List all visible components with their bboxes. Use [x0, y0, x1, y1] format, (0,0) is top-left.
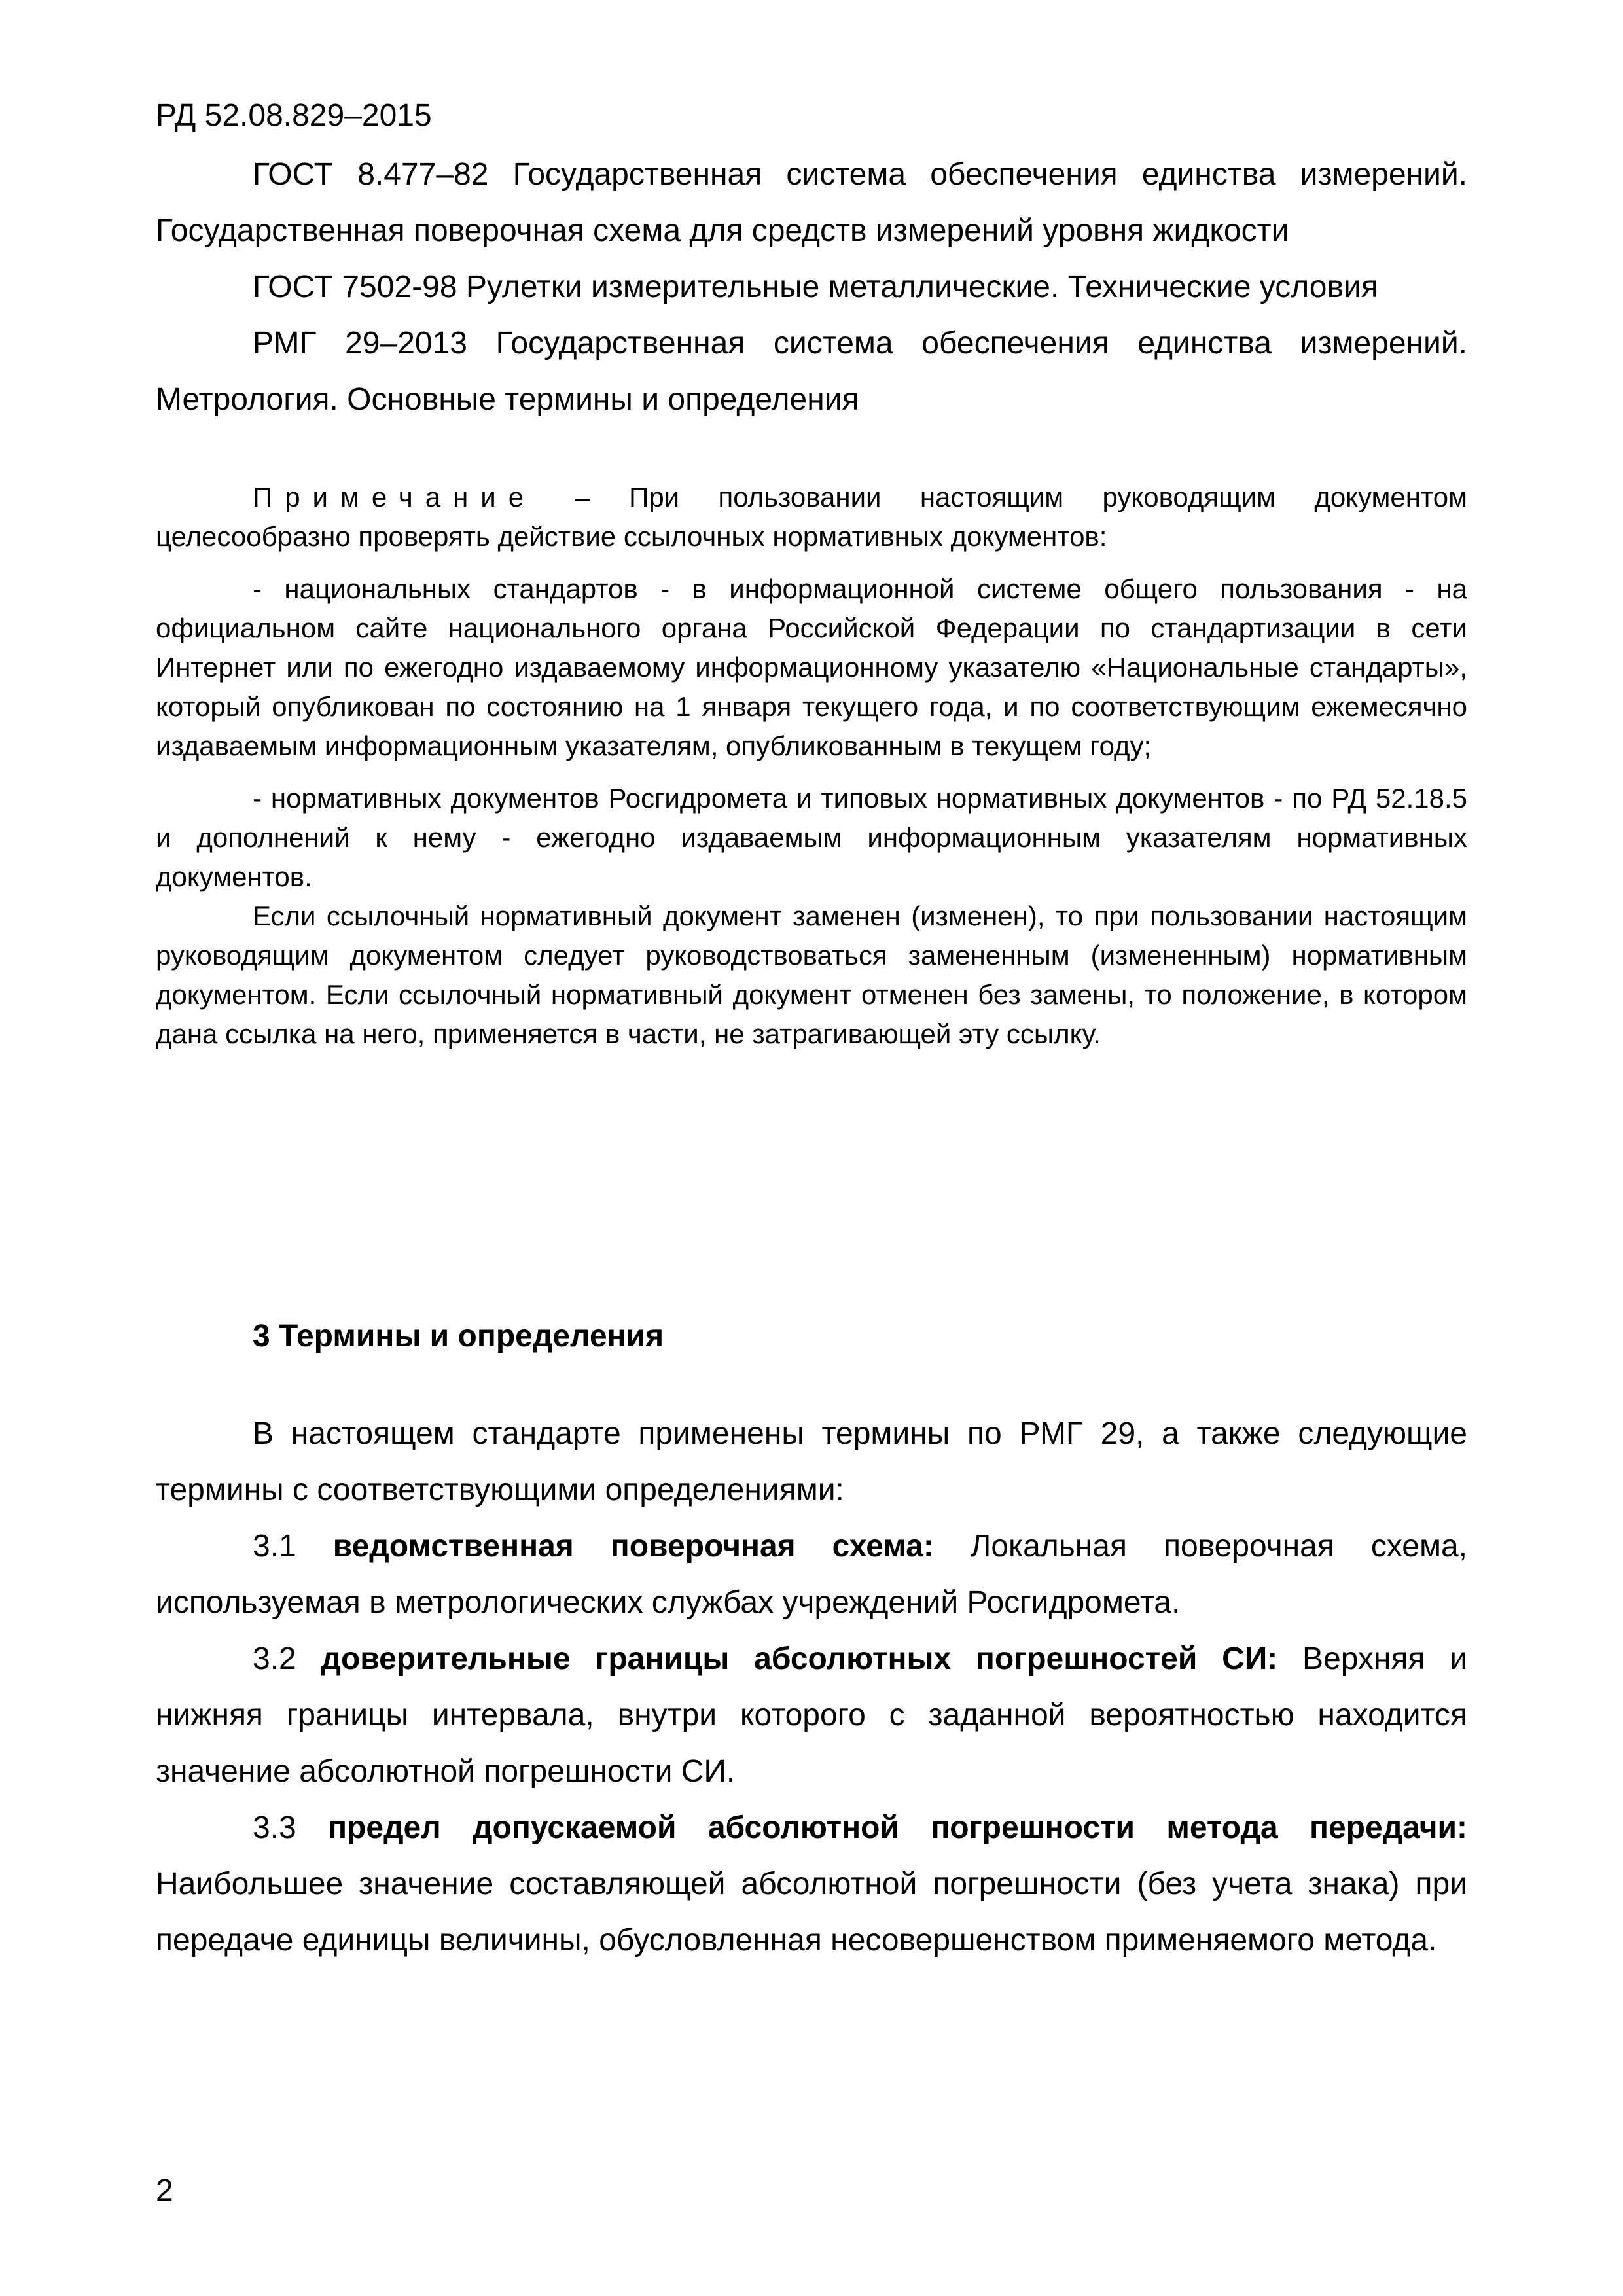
term-text: Локальная поверочная схема, используемая в метрологических службах учреждений Росгидромета. [156, 1529, 1468, 1620]
term-number: 3.2 [253, 1641, 321, 1676]
reference-item: ГОСТ 7502-98 Рулетки измерительные металлические. Технические условия [253, 270, 1378, 304]
term-name: ведомственная поверочная схема: [332, 1529, 934, 1564]
section-title: 3 Термины и определения [253, 1319, 664, 1354]
note-block [156, 478, 1467, 1054]
page-number: 2 [156, 2174, 173, 2208]
term-definition [156, 1800, 1467, 1969]
normative-references [156, 147, 1467, 428]
term-name: предел допускаемой абсолютной погрешности метода передачи: [328, 1810, 1468, 1845]
term-number: 3.3 [253, 1810, 329, 1845]
note-intro-text: – При пользовании настоящим руководящим документом целесообразно проверять действие ссылочных нормативных документов: [156, 482, 1467, 552]
terms-section [156, 1406, 1467, 1969]
document-code: РД 52.08.829–2015 [156, 98, 432, 133]
reference-item: РМГ 29–2013 Государственная система обеспечения единства измерений. Метрология. Основные термины и определения [156, 326, 1467, 417]
term-definition [156, 1631, 1467, 1800]
note-item: - национальных стандартов - в информационной системе общего пользования - на официальном сайте национального органа Российской Федерации по стандартизации в сети Интернет или по ежегодно издаваемому информационному указателю «Национальные стандарты», который опубликован по состоянию на 1 января текущего года, и по соответствующим ежемесячно издаваемым информационным указателям, опубликованным в текущем году; [156, 573, 1467, 761]
note-label: Примечание [253, 482, 537, 512]
term-definition [156, 1518, 1467, 1631]
note-item: - нормативных документов Росгидромета и типовых нормативных документов - по РД 52.18.5 и дополнений к нему - ежегодно издаваемым информационным указателям нормативных документов. [156, 783, 1467, 892]
term-number: 3.1 [253, 1529, 333, 1564]
term-name: доверительные границы абсолютных погрешностей СИ: [321, 1641, 1278, 1676]
note-item: Если ссылочный нормативный документ заменен (изменен), то при пользовании настоящим руководящим документом следует руководствоваться замененным (измененным) нормативным документом. Если ссылочный нормативный документ отменен без замены, то положение, в котором дана ссылка на него, применяется в части, не затрагивающей эту ссылку. [156, 901, 1467, 1049]
note-intro [156, 478, 1467, 556]
section-intro: В настоящем стандарте применены термины по РМГ 29, а также следующие термины с соответствующими определениями: [156, 1416, 1467, 1507]
term-text: Верхняя и нижняя границы интервала, внутри которого с заданной вероятностью находится значение абсолютной погрешности СИ. [156, 1641, 1468, 1789]
reference-item: ГОСТ 8.477–82 Государственная система обеспечения единства измерений. Государственная поверочная схема для средств измерений уровня жидкости [156, 157, 1467, 248]
term-text: Наибольшее значение составляющей абсолютной погрешности (без учета знака) при передаче единицы величины, обусловленная несовершенством применяемого метода. [156, 1867, 1467, 1958]
